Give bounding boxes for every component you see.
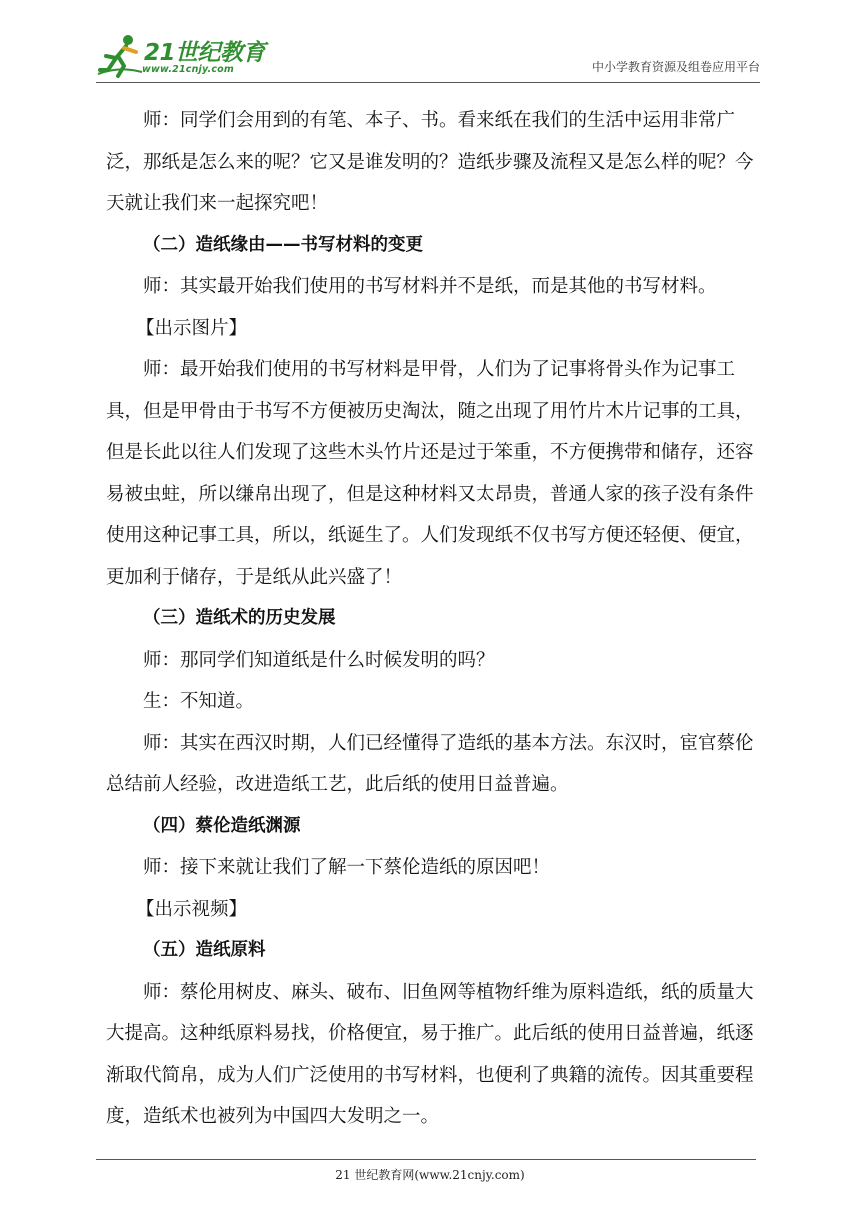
paragraph: 生：不知道。 (143, 691, 255, 712)
section-heading-5: （五）造纸原料 (143, 940, 266, 960)
paragraph: 师：蔡伦用树皮、麻头、破布、旧鱼网等植物纤维为原料造纸，纸的质量大大提高。这种纸原料易找，价格便宜，易于推广。此后纸的使用日益普遍，纸逐渐取代简帛，成为人们广泛使用的书写材料，也便利了典籍的流传。因其重要程度，造纸术也被列为中国四大发明之一。 (106, 981, 754, 1127)
show-image-note: 【出示图片】 (136, 317, 248, 339)
paragraph: 师：那同学们知道纸是什么时候发明的吗？ (143, 649, 495, 671)
footer-divider (96, 1159, 756, 1160)
logo-url: www.21cnjy.com (142, 64, 234, 75)
section-heading-2: （二）造纸缘由——书写材料的变更 (143, 234, 423, 255)
site-logo[interactable] (96, 32, 266, 80)
page-header (96, 28, 760, 82)
paragraph: 师：最开始我们使用的书写材料是甲骨，人们为了记事将骨头作为记事工具，但是甲骨由于书写不方便被历史淘汰，随之出现了用竹片木片记事的工具，但是长此以往人们发现了这些木头竹片还是过于笨重，不方便携带和储存，还容易被虫蛀，所以缣帛出现了，但是这种材料又太昂贵，普通人家的孩子没有条件使用这种记事工具，所以，纸诞生了。人们发现纸不仅书写方便还轻便、便宜，更加利于储存，于是纸从此兴盛了！ (106, 359, 754, 588)
page-footer[interactable]: 21 世纪教育网(www.21cnjy.com) (335, 1168, 525, 1182)
paragraph: 师：其实最开始我们使用的书写材料并不是纸，而是其他的书写材料。 (143, 276, 717, 297)
section-heading-3: （三）造纸术的历史发展 (143, 608, 336, 628)
paragraph: 师：其实在西汉时期，人们已经懂得了造纸的基本方法。东汉时，宦官蔡伦总结前人经验，改进造纸工艺，此后纸的使用日益普遍。 (106, 732, 754, 795)
header-divider (96, 82, 760, 83)
section-heading-4: （四）蔡伦造纸渊源 (143, 815, 301, 836)
platform-name: 中小学教育资源及组卷应用平台 (591, 60, 760, 74)
document-body (106, 100, 766, 1138)
running-figure-icon (96, 32, 144, 78)
paragraph-intro: 师：同学们会用到的有笔、本子、书。看来纸在我们的生活中运用非常广泛，那纸是怎么来的呢？它又是谁发明的？造纸步骤及流程又是怎么样的呢？今天就让我们来一起探究吧！ (106, 110, 754, 214)
show-video-note: 【出示视频】 (136, 898, 248, 920)
logo-title: 21世纪教育 (144, 40, 266, 66)
paragraph: 师：接下来就让我们了解一下蔡伦造纸的原因吧！ (143, 857, 551, 878)
